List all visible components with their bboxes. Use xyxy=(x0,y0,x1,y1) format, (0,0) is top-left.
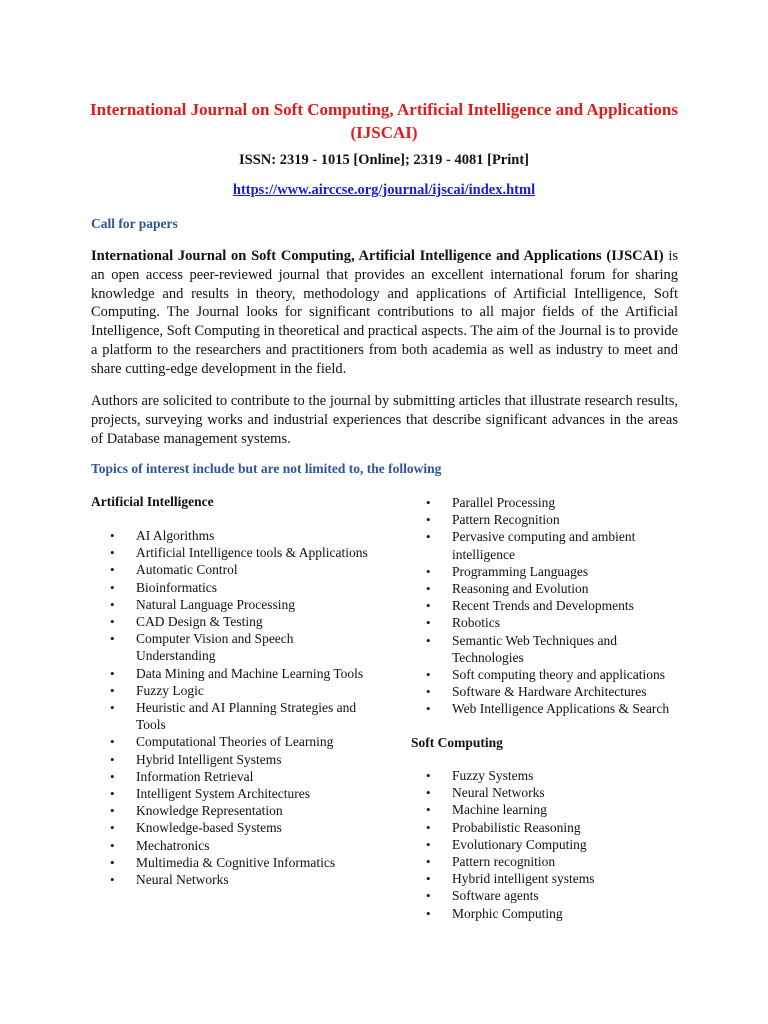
list-item: • Morphic Computing xyxy=(426,905,688,922)
list-item: • Natural Language Processing xyxy=(110,596,372,613)
soft-computing-topic-list xyxy=(426,767,688,922)
list-item: • Neural Networks xyxy=(426,784,688,801)
list-item: • Pattern recognition xyxy=(426,853,688,870)
soft-computing-heading: Soft Computing xyxy=(411,735,503,750)
intro-body: is an open access peer-reviewed journal that provides an excellent international forum for sharing knowledge and results in theory, methodology and applications of Artificial Intelligence, Soft Computing. The Journal looks for significant contributions to all major fields of the Artificial Intelligence, Soft Computing in theoretical and practical aspects. The aim of the Journal is to provide a platform to the researchers and practitioners from both academia as well as industry to meet and share cutting-edge development in the field. xyxy=(91,248,679,377)
list-item: • Reasoning and Evolution xyxy=(426,580,688,597)
list-item: • Machine learning xyxy=(426,801,688,818)
topics-heading: Topics of interest include but are not limited to, the following xyxy=(91,461,442,476)
list-item: • Fuzzy Logic xyxy=(110,682,372,699)
list-item: • Web Intelligence Applications & Search xyxy=(426,700,688,717)
list-item: • Knowledge Representation xyxy=(110,802,372,819)
list-item: • Hybrid Intelligent Systems xyxy=(110,751,372,768)
list-item: • Computer Vision and Speech Understanding xyxy=(110,630,372,664)
list-item: • Data Mining and Machine Learning Tools xyxy=(110,665,372,682)
list-item: • Neural Networks xyxy=(110,871,372,888)
list-item: • Multimedia & Cognitive Informatics xyxy=(110,854,372,871)
list-item: • Programming Languages xyxy=(426,563,688,580)
list-item: • Automatic Control xyxy=(110,561,372,578)
list-item: • Robotics xyxy=(426,614,688,631)
list-item: • Mechatronics xyxy=(110,837,372,854)
list-item: • Probabilistic Reasoning xyxy=(426,819,688,836)
list-item: • Bioinformatics xyxy=(110,579,372,596)
list-item: • Pervasive computing and ambient intelligence xyxy=(426,528,688,562)
intro-paragraph xyxy=(91,247,678,379)
list-item: • Hybrid intelligent systems xyxy=(426,870,688,887)
intro-lead: International Journal on Soft Computing, Artificial Intelligence and Applications (IJSCAI) xyxy=(91,248,664,264)
list-item: • Recent Trends and Developments xyxy=(426,597,688,614)
list-item: • Evolutionary Computing xyxy=(426,836,688,853)
list-item: • Software agents xyxy=(426,887,688,904)
issn-line: ISSN: 2319 - 1015 [Online]; 2319 - 4081 [Print] xyxy=(239,152,529,168)
list-item: • Information Retrieval xyxy=(110,768,372,785)
list-item: • Fuzzy Systems xyxy=(426,767,688,784)
ai-topic-list xyxy=(110,527,372,888)
call-for-papers-heading: Call for papers xyxy=(91,216,178,231)
list-item: • Semantic Web Techniques and Technologies xyxy=(426,632,688,666)
ai-topic-list-continued xyxy=(426,494,688,718)
list-item: • Parallel Processing xyxy=(426,494,688,511)
authors-paragraph: Authors are solicited to contribute to the journal by submitting articles that illustrate research results, projects, surveying works and industrial experiences that describe significant advances in the areas of Database management systems. xyxy=(91,393,678,447)
list-item: • Pattern Recognition xyxy=(426,511,688,528)
journal-url-link[interactable]: https://www.airccse.org/journal/ijscai/index.html xyxy=(232,182,536,198)
list-item: • AI Algorithms xyxy=(110,527,372,544)
list-item: • Intelligent System Architectures xyxy=(110,785,372,802)
journal-title: International Journal on Soft Computing, Artificial Intelligence and Applications (IJSCAI) xyxy=(90,100,678,142)
list-item: • Artificial Intelligence tools & Applications xyxy=(110,544,372,561)
list-item: • Knowledge-based Systems xyxy=(110,819,372,836)
list-item: • Soft computing theory and applications xyxy=(426,666,688,683)
list-item: • Software & Hardware Architectures xyxy=(426,683,688,700)
ai-section-heading: Artificial Intelligence xyxy=(91,494,214,509)
list-item: • CAD Design & Testing xyxy=(110,613,372,630)
list-item: • Computational Theories of Learning xyxy=(110,733,372,750)
list-item: • Heuristic and AI Planning Strategies and Tools xyxy=(110,699,372,733)
